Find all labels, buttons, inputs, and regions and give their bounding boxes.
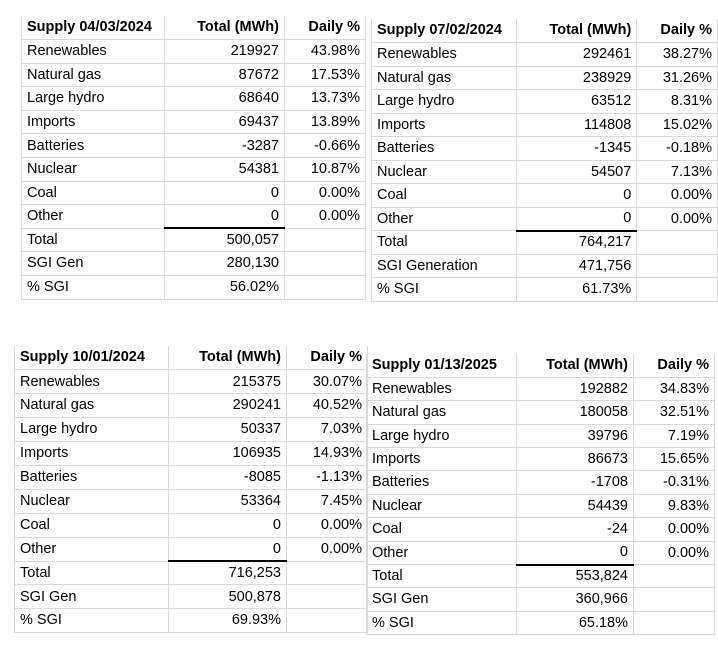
table-cell: 7.03% — [287, 418, 368, 442]
table-row — [367, 471, 715, 494]
header-cell: Total (MWh) — [516, 19, 636, 43]
header-cell: Total (MWh) — [169, 346, 287, 370]
table-cell: 15.02% — [637, 113, 718, 137]
table-cell: 54381 — [165, 158, 285, 182]
summary-cell — [285, 252, 366, 276]
table-row — [367, 401, 715, 424]
table-cell: 53364 — [169, 489, 287, 513]
summary-cell: SGI Generation — [372, 254, 517, 278]
table-row — [15, 418, 368, 442]
table-cell: 15.65% — [634, 448, 715, 471]
summary-row — [372, 254, 718, 278]
table-row — [372, 137, 718, 161]
header-cell: Total (MWh) — [165, 16, 285, 40]
table-cell: Renewables — [22, 40, 165, 64]
summary-cell — [637, 254, 718, 278]
summary-cell — [634, 565, 715, 588]
header-row — [367, 354, 715, 377]
table-cell: Imports — [372, 113, 517, 137]
table-cell: 32.51% — [634, 401, 715, 424]
table-cell: 192882 — [517, 377, 634, 400]
table-cell: -3287 — [165, 134, 285, 158]
table-cell: 0.00% — [287, 537, 368, 561]
table-cell: 0.00% — [285, 205, 366, 229]
summary-cell — [285, 276, 366, 300]
summary-cell: 764,217 — [516, 231, 636, 255]
table-cell: 0 — [165, 205, 285, 229]
summary-cell: 280,130 — [165, 252, 285, 276]
summary-row — [15, 609, 368, 633]
summary-cell: SGI Gen — [367, 588, 517, 611]
table-row — [22, 63, 366, 87]
summary-row — [367, 588, 715, 611]
table-cell: 50337 — [169, 418, 287, 442]
table-cell: Other — [22, 205, 165, 229]
table-cell: Imports — [22, 110, 165, 134]
header-cell: Total (MWh) — [517, 354, 634, 377]
summary-cell: 716,253 — [169, 561, 287, 585]
table-cell: Renewables — [372, 43, 517, 67]
table-cell: 0 — [516, 184, 636, 208]
table-cell: 0 — [517, 541, 634, 564]
summary-row — [22, 228, 366, 252]
summary-cell: Total — [22, 228, 165, 252]
table-row — [15, 394, 368, 418]
table-cell: Imports — [367, 448, 517, 471]
table-cell: Nuclear — [15, 489, 169, 513]
summary-row — [15, 561, 368, 585]
table-cell: -0.18% — [637, 137, 718, 161]
table-cell: 43.98% — [285, 40, 366, 64]
table-cell: 7.45% — [287, 489, 368, 513]
table-cell: Batteries — [15, 465, 169, 489]
summary-cell: % SGI — [367, 611, 517, 634]
summary-row — [372, 278, 718, 302]
supply-table-3 — [14, 346, 368, 633]
table-cell: 0.00% — [287, 513, 368, 537]
table-row — [15, 465, 368, 489]
summary-cell — [637, 278, 718, 302]
table-cell: 0 — [516, 207, 636, 231]
summary-cell: 61.73% — [516, 278, 636, 302]
header-row — [372, 19, 718, 43]
table-cell: 14.93% — [287, 442, 368, 466]
table-cell: Batteries — [22, 134, 165, 158]
summary-row — [15, 585, 368, 609]
table-row — [367, 377, 715, 400]
table-cell: -1345 — [516, 137, 636, 161]
summary-cell — [285, 228, 366, 252]
table-cell: 215375 — [169, 370, 287, 394]
table-row — [372, 207, 718, 231]
table-row — [15, 370, 368, 394]
table-row — [22, 158, 366, 182]
table-cell: Nuclear — [22, 158, 165, 182]
summary-cell: 553,824 — [517, 565, 634, 588]
summary-cell: 65.18% — [517, 611, 634, 634]
table-cell: -1.13% — [287, 465, 368, 489]
summary-cell: 500,878 — [169, 585, 287, 609]
table-cell: 0 — [165, 181, 285, 205]
summary-row — [367, 611, 715, 634]
table-cell: Renewables — [15, 370, 169, 394]
table-cell: Coal — [15, 513, 169, 537]
table-row — [22, 205, 366, 229]
summary-cell: % SGI — [22, 276, 165, 300]
table-cell: Nuclear — [372, 160, 517, 184]
table-cell: 8.31% — [637, 90, 718, 114]
summary-cell: Total — [372, 231, 517, 255]
table-cell: 54507 — [516, 160, 636, 184]
header-cell: Daily % — [285, 16, 366, 40]
table-cell: Natural gas — [22, 63, 165, 87]
table-row — [367, 448, 715, 471]
table-row — [15, 442, 368, 466]
table-cell: Batteries — [367, 471, 517, 494]
table-cell: 31.26% — [637, 66, 718, 90]
table-cell: 13.89% — [285, 110, 366, 134]
table-cell: Nuclear — [367, 494, 517, 517]
table-row — [372, 43, 718, 67]
table-cell: 34.83% — [634, 377, 715, 400]
table-cell: 9.83% — [634, 494, 715, 517]
table-cell: Coal — [22, 181, 165, 205]
table-cell: Coal — [367, 518, 517, 541]
table-cell: 219927 — [165, 40, 285, 64]
table-cell: Natural gas — [367, 401, 517, 424]
table-cell: Large hydro — [22, 87, 165, 111]
table-cell: 0.00% — [637, 184, 718, 208]
table-row — [22, 181, 366, 205]
table-cell: -24 — [517, 518, 634, 541]
summary-cell — [634, 588, 715, 611]
summary-cell: % SGI — [372, 278, 517, 302]
table-cell: 38.27% — [637, 43, 718, 67]
table-row — [372, 90, 718, 114]
summary-cell: SGI Gen — [22, 252, 165, 276]
table-row — [367, 424, 715, 447]
table-cell: Other — [367, 541, 517, 564]
summary-cell: 69.93% — [169, 609, 287, 633]
summary-cell: 56.02% — [165, 276, 285, 300]
table-row — [367, 494, 715, 517]
table-row — [367, 541, 715, 564]
table-cell: 86673 — [517, 448, 634, 471]
table-cell: Batteries — [372, 137, 517, 161]
table-cell: 54439 — [517, 494, 634, 517]
summary-cell: 500,057 — [165, 228, 285, 252]
summary-cell: SGI Gen — [15, 585, 169, 609]
header-cell: Daily % — [637, 19, 718, 43]
table-cell: Renewables — [367, 377, 517, 400]
table-cell: -8085 — [169, 465, 287, 489]
table-row — [22, 40, 366, 64]
table-cell: 63512 — [516, 90, 636, 114]
header-cell: Supply 07/02/2024 — [372, 19, 517, 43]
table-cell: 106935 — [169, 442, 287, 466]
table-cell: 7.19% — [634, 424, 715, 447]
table-cell: 87672 — [165, 63, 285, 87]
summary-cell: 471,756 — [516, 254, 636, 278]
table-cell: Natural gas — [15, 394, 169, 418]
table-cell: 238929 — [516, 66, 636, 90]
summary-cell — [287, 585, 368, 609]
table-row — [372, 184, 718, 208]
supply-table-1 — [21, 16, 366, 300]
table-cell: 17.53% — [285, 63, 366, 87]
table-cell: Other — [15, 537, 169, 561]
summary-cell — [287, 561, 368, 585]
table-cell: 180058 — [517, 401, 634, 424]
summary-row — [372, 231, 718, 255]
table-row — [22, 87, 366, 111]
table-cell: 0.00% — [634, 518, 715, 541]
supply-table-4 — [366, 354, 715, 635]
table-cell: 0.00% — [637, 207, 718, 231]
header-row — [22, 16, 366, 40]
table-cell: 0 — [169, 537, 287, 561]
summary-cell — [637, 231, 718, 255]
table-cell: 0.00% — [285, 181, 366, 205]
summary-row — [367, 565, 715, 588]
table-cell: Large hydro — [372, 90, 517, 114]
table-row — [22, 134, 366, 158]
header-cell: Supply 01/13/2025 — [367, 354, 517, 377]
table-cell: -1708 — [517, 471, 634, 494]
summary-row — [22, 252, 366, 276]
table-row — [372, 66, 718, 90]
table-row — [372, 160, 718, 184]
table-cell: Coal — [372, 184, 517, 208]
table-cell: 13.73% — [285, 87, 366, 111]
table-row — [372, 113, 718, 137]
table-row — [22, 110, 366, 134]
table-cell: 68640 — [165, 87, 285, 111]
table-cell: 7.13% — [637, 160, 718, 184]
summary-cell: % SGI — [15, 609, 169, 633]
table-cell: 69437 — [165, 110, 285, 134]
supply-table-2 — [371, 19, 718, 302]
table-cell: Natural gas — [372, 66, 517, 90]
summary-row — [22, 276, 366, 300]
summary-cell — [287, 609, 368, 633]
header-cell: Daily % — [287, 346, 368, 370]
table-cell: Large hydro — [15, 418, 169, 442]
table-cell: 30.07% — [287, 370, 368, 394]
header-row — [15, 346, 368, 370]
table-cell: Other — [372, 207, 517, 231]
table-row — [15, 489, 368, 513]
summary-cell — [634, 611, 715, 634]
summary-cell: Total — [15, 561, 169, 585]
table-cell: 0 — [169, 513, 287, 537]
summary-cell: 360,966 — [517, 588, 634, 611]
table-row — [15, 513, 368, 537]
table-cell: -0.66% — [285, 134, 366, 158]
header-cell: Supply 10/01/2024 — [15, 346, 169, 370]
table-cell: -0.31% — [634, 471, 715, 494]
summary-cell: Total — [367, 565, 517, 588]
table-cell: 114808 — [516, 113, 636, 137]
table-cell: 10.87% — [285, 158, 366, 182]
table-cell: 292461 — [516, 43, 636, 67]
table-row — [367, 518, 715, 541]
table-cell: Large hydro — [367, 424, 517, 447]
header-cell: Daily % — [634, 354, 715, 377]
table-row — [15, 537, 368, 561]
table-cell: 290241 — [169, 394, 287, 418]
table-cell: 39796 — [517, 424, 634, 447]
table-cell: 0.00% — [634, 541, 715, 564]
header-cell: Supply 04/03/2024 — [22, 16, 165, 40]
table-cell: 40.52% — [287, 394, 368, 418]
table-cell: Imports — [15, 442, 169, 466]
